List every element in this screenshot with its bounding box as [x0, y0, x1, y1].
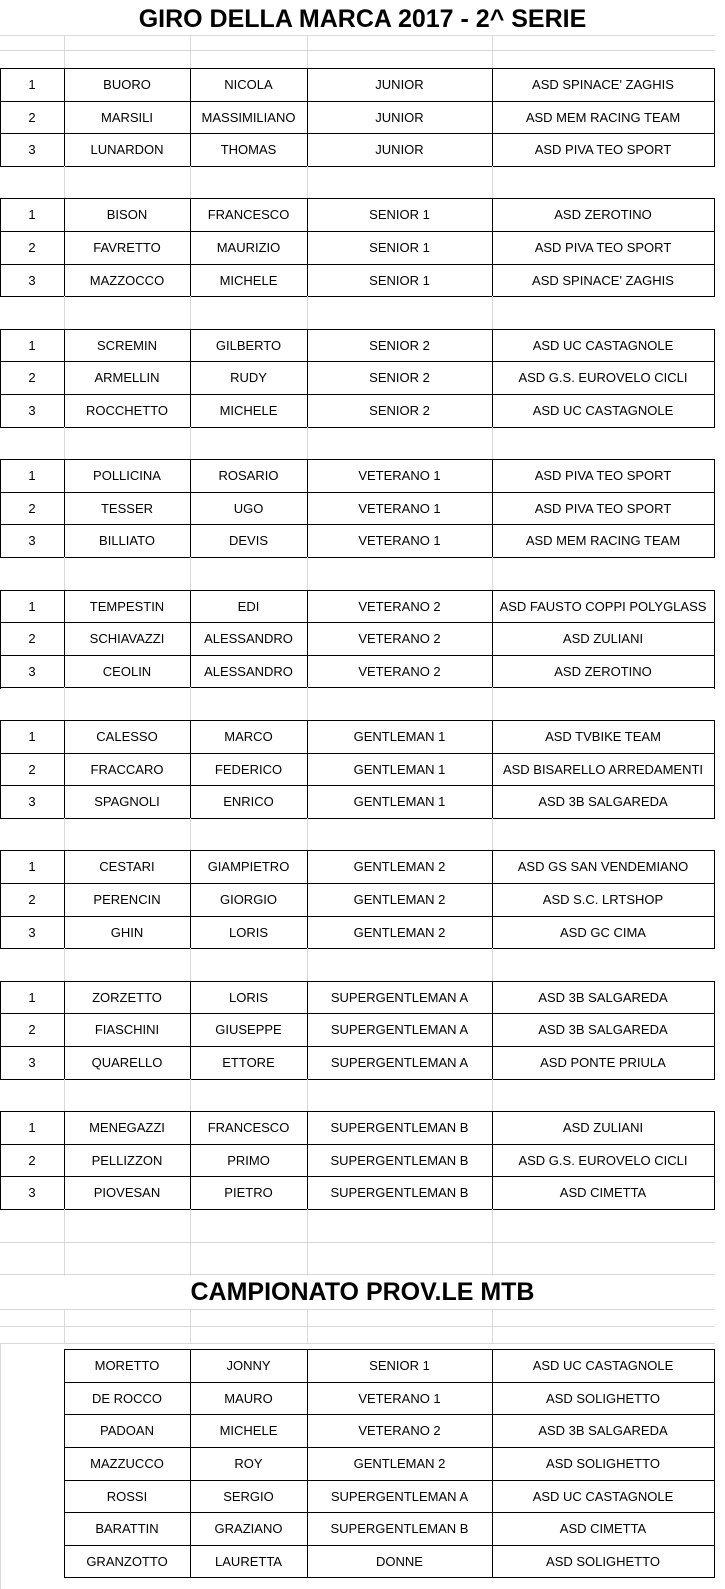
championship-cell-surname: BARATTIN — [95, 1521, 159, 1536]
grid-line — [190, 296, 191, 330]
grid-line — [307, 687, 308, 721]
results-cell-team: ASD PIVA TEO SPORT — [534, 501, 672, 516]
grid-line — [0, 1309, 715, 1310]
grid-line — [0, 166, 715, 167]
results-cell-team: ASD SPINACE' ZAGHIS — [532, 77, 674, 92]
results-cell-position: 2 — [28, 110, 36, 125]
results-cell-surname: SPAGNOLI — [94, 794, 160, 809]
grid-line — [492, 1242, 493, 1276]
results-cell-name: LORIS — [228, 925, 268, 940]
grid-line — [714, 1349, 715, 1578]
results-cell-position: 3 — [28, 142, 36, 157]
results-cell-team: ASD SPINACE' ZAGHIS — [532, 273, 674, 288]
grid-line — [307, 948, 308, 982]
championship-cell-category: SUPERGENTLEMAN A — [330, 1489, 469, 1504]
championship-cell-category: GENTLEMAN 2 — [353, 1456, 446, 1471]
grid-line — [0, 818, 715, 819]
grid-line — [64, 1242, 65, 1276]
results-cell-name: MICHELE — [219, 273, 278, 288]
results-cell-team: ASD ZULIANI — [562, 1120, 644, 1135]
grid-line — [64, 35, 65, 69]
results-cell-category: SUPERGENTLEMAN B — [330, 1120, 469, 1135]
results-cell-name: ALESSANDRO — [204, 631, 293, 646]
championship-cell-category: DONNE — [376, 1554, 423, 1569]
results-cell-name: PRIMO — [227, 1153, 270, 1168]
results-cell-surname: SCREMIN — [97, 338, 157, 353]
results-cell-category: GENTLEMAN 1 — [353, 729, 446, 744]
results-cell-position: 1 — [28, 729, 36, 744]
results-cell-position: 3 — [28, 403, 36, 418]
grid-line — [190, 1209, 191, 1243]
grid-line — [64, 818, 65, 852]
grid-line — [0, 1209, 715, 1210]
results-cell-position: 2 — [28, 240, 36, 255]
championship-cell-category: VETERANO 1 — [358, 1391, 441, 1406]
results-cell-category: SENIOR 1 — [369, 207, 430, 222]
results-cell-surname: CESTARI — [99, 859, 155, 874]
results-cell-category: SENIOR 2 — [369, 370, 430, 385]
grid-line — [64, 948, 65, 982]
results-cell-team: ASD 3B SALGAREDA — [538, 1022, 668, 1037]
results-cell-name: FRANCESCO — [207, 207, 290, 222]
results-cell-name: MARCO — [224, 729, 273, 744]
results-cell-category: GENTLEMAN 2 — [353, 892, 446, 907]
results-cell-position: 3 — [28, 273, 36, 288]
championship-cell-name: MICHELE — [219, 1423, 278, 1438]
results-cell-category: JUNIOR — [375, 142, 424, 157]
grid-line — [64, 557, 65, 591]
results-cell-surname: TESSER — [100, 501, 153, 516]
grid-line — [190, 818, 191, 852]
results-cell-category: GENTLEMAN 1 — [353, 794, 446, 809]
grid-line — [307, 166, 308, 200]
results-cell-surname: MENEGAZZI — [89, 1120, 165, 1135]
grid-line — [492, 557, 493, 591]
results-cell-surname: TEMPESTIN — [89, 599, 165, 614]
grid-line — [492, 948, 493, 982]
results-cell-name: FRANCESCO — [207, 1120, 290, 1135]
results-cell-team: ASD BISARELLO ARREDAMENTI — [502, 762, 704, 777]
results-cell-surname: PIOVESAN — [93, 1185, 161, 1200]
results-cell-name: THOMAS — [220, 142, 277, 157]
results-cell-category: VETERANO 1 — [358, 533, 441, 548]
results-cell-category: VETERANO 1 — [358, 468, 441, 483]
results-cell-surname: CALESSO — [96, 729, 158, 744]
grid-line — [492, 1079, 493, 1113]
results-cell-team: ASD GC CIMA — [560, 925, 646, 940]
grid-line — [307, 818, 308, 852]
results-cell-name: GIAMPIETRO — [207, 859, 290, 874]
results-cell-name: ETTORE — [222, 1055, 275, 1070]
results-cell-name: PIETRO — [224, 1185, 273, 1200]
results-cell-name: GIUSEPPE — [215, 1022, 282, 1037]
results-cell-name: MAURIZIO — [216, 240, 281, 255]
results-cell-name: ROSARIO — [218, 468, 279, 483]
grid-line — [714, 981, 715, 1080]
grid-line — [714, 1111, 715, 1210]
results-cell-name: NICOLA — [224, 77, 273, 92]
results-cell-team: ASD MEM RACING TEAM — [525, 110, 681, 125]
results-cell-surname: FIASCHINI — [94, 1022, 160, 1037]
results-cell-surname: CEOLIN — [102, 664, 152, 679]
results-cell-team: ASD G.S. EUROVELO CICLI — [518, 1153, 688, 1168]
grid-line — [307, 1079, 308, 1113]
results-cell-category: SENIOR 2 — [369, 403, 430, 418]
grid-line — [307, 1242, 308, 1276]
results-cell-surname: ZORZETTO — [92, 990, 162, 1005]
results-cell-surname: ARMELLIN — [94, 370, 160, 385]
grid-line — [307, 1209, 308, 1243]
grid-line — [714, 720, 715, 819]
results-cell-name: GIORGIO — [219, 892, 278, 907]
grid-line — [714, 850, 715, 949]
results-cell-position: 3 — [28, 794, 36, 809]
results-cell-surname: SCHIAVAZZI — [89, 631, 165, 646]
results-cell-category: SUPERGENTLEMAN A — [330, 1022, 469, 1037]
results-cell-name: UGO — [233, 501, 264, 516]
grid-line — [190, 1309, 191, 1344]
results-cell-position: 1 — [28, 77, 36, 92]
results-cell-category: GENTLEMAN 2 — [353, 925, 446, 940]
championship-cell-category: VETERANO 2 — [358, 1423, 441, 1438]
results-cell-position: 1 — [28, 990, 36, 1005]
results-cell-team: ASD UC CASTAGNOLE — [532, 403, 674, 418]
results-cell-category: SENIOR 1 — [369, 273, 430, 288]
grid-line — [64, 166, 65, 200]
championship-cell-team: ASD SOLIGHETTO — [546, 1391, 660, 1406]
results-cell-team: ASD PIVA TEO SPORT — [534, 468, 672, 483]
results-cell-position: 2 — [28, 892, 36, 907]
results-cell-category: VETERANO 2 — [358, 664, 441, 679]
championship-cell-surname: MAZZUCCO — [90, 1456, 164, 1471]
results-cell-team: ASD PIVA TEO SPORT — [534, 240, 672, 255]
results-cell-position: 2 — [28, 1153, 36, 1168]
grid-line — [190, 1079, 191, 1113]
grid-line — [0, 557, 715, 558]
results-cell-surname: FAVRETTO — [93, 240, 161, 255]
results-cell-name: LORIS — [228, 990, 268, 1005]
championship-cell-name: SERGIO — [223, 1489, 274, 1504]
results-cell-category: SENIOR 2 — [369, 338, 430, 353]
results-cell-team: ASD 3B SALGAREDA — [538, 990, 668, 1005]
grid-line — [64, 687, 65, 721]
results-cell-surname: PELLIZZON — [91, 1153, 163, 1168]
grid-line — [64, 1309, 65, 1344]
page-title: GIRO DELLA MARCA 2017 - 2^ SERIE — [138, 5, 587, 33]
grid-line — [190, 1242, 191, 1276]
grid-line — [190, 687, 191, 721]
grid-line — [492, 1309, 493, 1344]
grid-line — [714, 68, 715, 167]
championship-cell-surname: MORETTO — [94, 1358, 160, 1373]
results-cell-name: MICHELE — [219, 403, 278, 418]
grid-line — [0, 427, 715, 428]
grid-line — [492, 1209, 493, 1243]
results-cell-team: ASD S.C. LRTSHOP — [542, 892, 664, 907]
championship-cell-name: ROY — [234, 1456, 263, 1471]
results-cell-name: ALESSANDRO — [204, 664, 293, 679]
championship-cell-team: ASD UC CASTAGNOLE — [532, 1489, 674, 1504]
results-cell-surname: BISON — [106, 207, 148, 222]
results-cell-position: 2 — [28, 631, 36, 646]
championship-cell-surname: GRANZOTTO — [86, 1554, 168, 1569]
results-cell-surname: BILLIATO — [99, 533, 155, 548]
grid-line — [0, 1343, 715, 1344]
championship-cell-surname: PADOAN — [100, 1423, 154, 1438]
results-cell-surname: POLLICINA — [93, 468, 161, 483]
results-cell-position: 2 — [28, 1022, 36, 1037]
results-cell-category: VETERANO 1 — [358, 501, 441, 516]
results-cell-position: 1 — [28, 338, 36, 353]
results-cell-team: ASD ZEROTINO — [554, 207, 652, 222]
results-cell-name: FEDERICO — [214, 762, 283, 777]
grid-line — [64, 1079, 65, 1113]
grid-line — [492, 166, 493, 200]
results-cell-team: ASD UC CASTAGNOLE — [532, 338, 674, 353]
results-cell-position: 2 — [28, 501, 36, 516]
results-cell-team: ASD PIVA TEO SPORT — [534, 142, 672, 157]
grid-line — [64, 296, 65, 330]
grid-line — [0, 1326, 715, 1327]
championship-cell-name: LAURETTA — [215, 1554, 282, 1569]
championship-cell-name: GRAZIANO — [214, 1521, 283, 1536]
grid-line — [492, 687, 493, 721]
results-cell-name: ENRICO — [223, 794, 274, 809]
grid-line — [64, 1209, 65, 1243]
grid-line — [714, 459, 715, 558]
grid-line — [307, 35, 308, 69]
results-cell-name: EDI — [237, 599, 260, 614]
championship-cell-team: ASD UC CASTAGNOLE — [532, 1358, 674, 1373]
results-cell-team: ASD ZULIANI — [562, 631, 644, 646]
results-cell-surname: FRACCARO — [90, 762, 164, 777]
championship-cell-team: ASD SOLIGHETTO — [546, 1554, 660, 1569]
results-cell-surname: ROCCHETTO — [85, 403, 169, 418]
grid-line — [492, 427, 493, 461]
results-cell-team: ASD FAUSTO COPPI POLYGLASS — [499, 599, 707, 614]
results-cell-category: SUPERGENTLEMAN A — [330, 990, 469, 1005]
results-cell-name: RUDY — [230, 370, 267, 385]
championship-cell-category: SENIOR 1 — [369, 1358, 430, 1373]
results-cell-surname: PERENCIN — [93, 892, 161, 907]
grid-line — [714, 329, 715, 428]
results-cell-category: GENTLEMAN 2 — [353, 859, 446, 874]
grid-line — [190, 166, 191, 200]
grid-line — [0, 1079, 715, 1080]
results-cell-position: 1 — [28, 207, 36, 222]
results-cell-category: GENTLEMAN 1 — [353, 762, 446, 777]
results-cell-team: ASD ZEROTINO — [554, 664, 652, 679]
grid-line — [307, 557, 308, 591]
grid-line — [0, 1343, 1, 1589]
results-cell-team: ASD GS SAN VENDEMIANO — [517, 859, 689, 874]
results-cell-surname: LUNARDON — [90, 142, 164, 157]
grid-line — [64, 427, 65, 461]
results-cell-position: 3 — [28, 1185, 36, 1200]
results-cell-category: SUPERGENTLEMAN A — [330, 1055, 469, 1070]
grid-line — [492, 296, 493, 330]
results-cell-name: DEVIS — [228, 533, 268, 548]
championship-cell-name: MAURO — [224, 1391, 273, 1406]
grid-line — [190, 35, 191, 69]
championship-cell-surname: DE ROCCO — [91, 1391, 163, 1406]
results-cell-category: JUNIOR — [375, 77, 424, 92]
grid-line — [714, 198, 715, 297]
results-cell-position: 1 — [28, 859, 36, 874]
championship-cell-surname: ROSSI — [106, 1489, 148, 1504]
grid-line — [190, 427, 191, 461]
championship-cell-category: SUPERGENTLEMAN B — [330, 1521, 469, 1536]
results-cell-team: ASD 3B SALGAREDA — [538, 794, 668, 809]
grid-line — [307, 1309, 308, 1344]
grid-line — [307, 427, 308, 461]
results-cell-category: SUPERGENTLEMAN B — [330, 1185, 469, 1200]
grid-line — [190, 948, 191, 982]
results-cell-position: 1 — [28, 468, 36, 483]
results-cell-position: 2 — [28, 762, 36, 777]
results-cell-team: ASD TVBIKE TEAM — [545, 729, 661, 744]
championship-cell-team: ASD SOLIGHETTO — [546, 1456, 660, 1471]
grid-line — [190, 557, 191, 591]
results-cell-position: 3 — [28, 1055, 36, 1070]
grid-line — [492, 818, 493, 852]
results-cell-team: ASD CIMETTA — [559, 1185, 647, 1200]
results-cell-name: MASSIMILIANO — [201, 110, 296, 125]
championship-cell-name: JONNY — [226, 1358, 271, 1373]
grid-line — [714, 590, 715, 689]
results-cell-category: VETERANO 2 — [358, 631, 441, 646]
results-cell-team: ASD PONTE PRIULA — [540, 1055, 666, 1070]
results-cell-category: JUNIOR — [375, 110, 424, 125]
grid-line — [0, 50, 715, 51]
grid-line — [492, 35, 493, 69]
results-cell-category: VETERANO 2 — [358, 599, 441, 614]
results-cell-position: 3 — [28, 533, 36, 548]
results-cell-position: 1 — [28, 1120, 36, 1135]
championship-title: CAMPIONATO PROV.LE MTB — [190, 1278, 535, 1306]
results-cell-position: 2 — [28, 370, 36, 385]
results-cell-category: SENIOR 1 — [369, 240, 430, 255]
results-cell-team: ASD MEM RACING TEAM — [525, 533, 681, 548]
grid-line — [307, 296, 308, 330]
championship-cell-team: ASD CIMETTA — [559, 1521, 647, 1536]
grid-line — [0, 1242, 715, 1243]
championship-cell-team: ASD 3B SALGAREDA — [538, 1423, 668, 1438]
results-cell-category: SUPERGENTLEMAN B — [330, 1153, 469, 1168]
results-cell-surname: QUARELLO — [91, 1055, 163, 1070]
results-cell-team: ASD G.S. EUROVELO CICLI — [518, 370, 688, 385]
results-cell-name: GILBERTO — [215, 338, 282, 353]
results-cell-surname: MARSILI — [100, 110, 153, 125]
results-cell-surname: BUORO — [103, 77, 151, 92]
results-cell-surname: MAZZOCCO — [89, 273, 165, 288]
results-cell-surname: GHIN — [110, 925, 144, 940]
results-cell-position: 3 — [28, 664, 36, 679]
results-cell-position: 3 — [28, 925, 36, 940]
results-cell-position: 1 — [28, 599, 36, 614]
